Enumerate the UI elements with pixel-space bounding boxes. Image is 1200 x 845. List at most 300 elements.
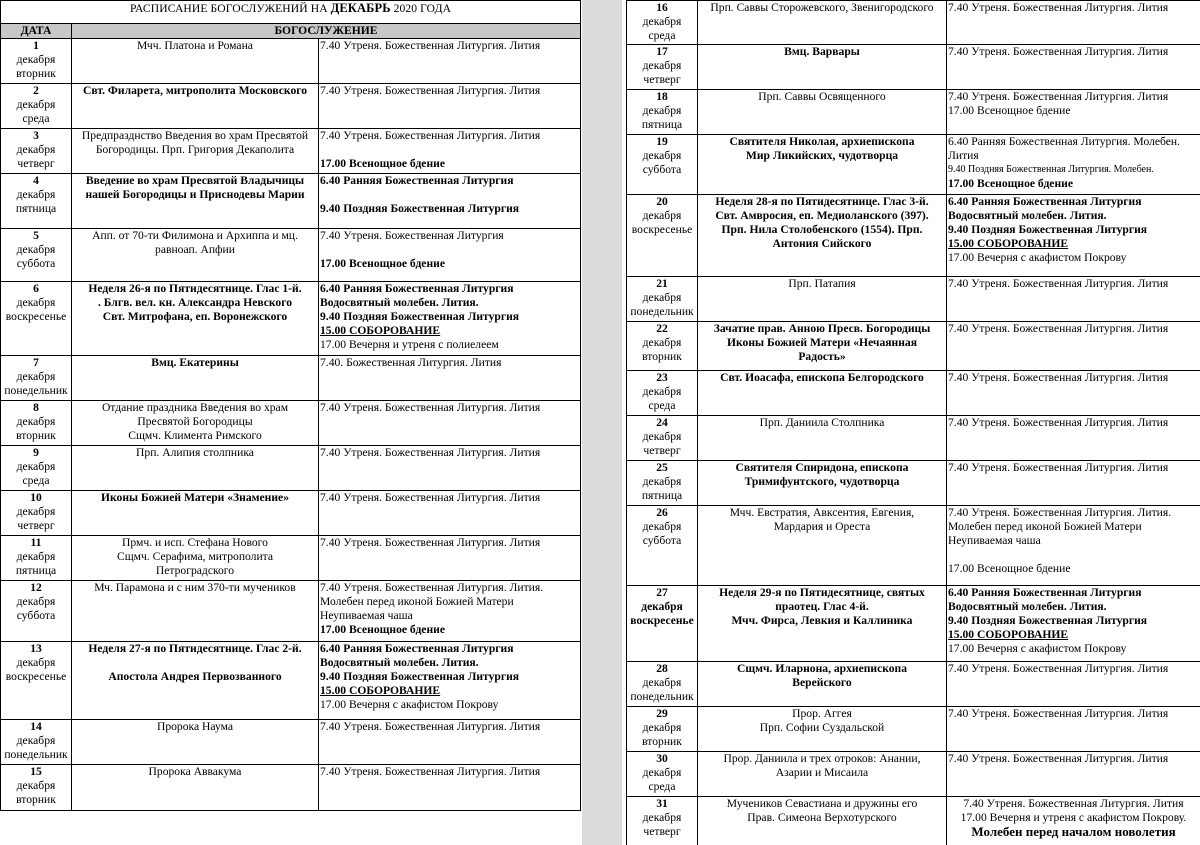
date-day: 22: [656, 322, 668, 335]
date-cell: [627, 752, 698, 797]
date-cell: [1, 282, 72, 356]
commemoration-line: [73, 656, 317, 670]
service-line: 9.40 Поздняя Божественная Литургия. Молебен.: [948, 164, 1154, 175]
date-cell: [1, 174, 72, 229]
schedule-row: [1, 356, 581, 401]
services-cell: [947, 45, 1200, 90]
commemoration-line: Прор. Аггея: [792, 707, 852, 720]
service-line: [320, 188, 579, 202]
date-cell: [1, 581, 72, 642]
commemoration-line: Неделя 29-я по Пятидесятнице, святых: [719, 586, 925, 599]
date-day: 24: [656, 416, 668, 429]
commemoration-cell: [698, 45, 947, 90]
services-cell: [319, 401, 581, 446]
date-cell: [1, 446, 72, 491]
schedule-row: [627, 195, 1200, 277]
service-line: 7.40 Утреня. Божественная Литургия. Лития: [948, 322, 1169, 335]
date-month: декабря: [642, 676, 682, 689]
date-month: декабря: [642, 520, 682, 533]
date-cell: [627, 461, 698, 506]
schedule-row: [627, 371, 1200, 416]
date-month: декабря: [642, 104, 682, 117]
schedule-row: [1, 174, 581, 229]
schedule-row: [627, 461, 1200, 506]
commemoration-line: Мчч. Фирса, Левкия и Каллиника: [731, 614, 913, 627]
service-line: Молебен перед началом новолетия: [971, 824, 1176, 839]
date-month: декабря: [642, 15, 682, 28]
commemoration-line: Иконы Божией Матери «Нечаянная: [727, 336, 917, 349]
date-weekday: вторник: [16, 429, 56, 442]
service-line: 7.40 Утреня. Божественная Литургия. Лития: [320, 765, 541, 778]
document-page-right: [622, 0, 1200, 845]
services-cell: [947, 371, 1200, 416]
commemoration-line: Мучеников Севастиана и дружины его: [726, 797, 918, 810]
schedule-row: [627, 322, 1200, 371]
commemoration-line: Сщмч. Серафима, митрополита: [116, 550, 274, 563]
date-month: декабря: [642, 59, 682, 72]
service-line: 7.40 Утреня. Божественная Литургия. Лития: [320, 536, 541, 549]
service-line: 17.00 Всенощное бдение: [320, 157, 445, 170]
date-cell: [1, 356, 72, 401]
service-line: 7.40 Утреня. Божественная Литургия. Лития: [948, 277, 1169, 290]
date-weekday: понедельник: [4, 748, 68, 761]
date-month: декабря: [16, 779, 56, 792]
commemoration-cell: [72, 536, 319, 581]
commemoration-cell: [72, 229, 319, 282]
date-weekday: четверг: [643, 825, 681, 838]
date-cell: [1, 720, 72, 765]
date-weekday: вторник: [642, 350, 682, 363]
commemoration-cell: [698, 416, 947, 461]
services-cell: [319, 84, 581, 129]
date-weekday: среда: [648, 780, 676, 793]
date-cell: [1, 84, 72, 129]
commemoration-line: Мчч. Платона и Романа: [137, 39, 253, 52]
commemoration-line: Пророка Наума: [156, 720, 234, 733]
date-month: декабря: [642, 475, 682, 488]
service-line: 9.40 Поздняя Божественная Литургия: [320, 202, 520, 215]
services-cell: [947, 662, 1200, 707]
services-cell: [319, 491, 581, 536]
services-cell: [947, 752, 1200, 797]
services-cell: [319, 129, 581, 174]
services-cell: [947, 135, 1200, 195]
commemoration-cell: [698, 90, 947, 135]
date-weekday: среда: [22, 112, 50, 125]
commemoration-line: Прп. Патапия: [788, 277, 856, 290]
service-line: 7.40 Утреня. Божественная Литургия. Лития.: [948, 506, 1172, 519]
schedule-row: [1, 129, 581, 174]
document-title: РАСПИСАНИЕ БОГОСЛУЖЕНИЙ НА ДЕКАБРЬ 2020 ГОДА: [1, 1, 581, 24]
date-day: 31: [656, 797, 668, 810]
date-weekday: четверг: [17, 157, 55, 170]
date-day: 19: [656, 135, 668, 148]
date-day: 15: [30, 765, 42, 778]
commemoration-line: Отдание праздника Введения во храм: [101, 401, 289, 414]
date-day: 4: [33, 174, 39, 187]
column-header-services: БОГОСЛУЖЕНИЕ: [72, 24, 581, 39]
date-cell: [1, 491, 72, 536]
commemoration-cell: [698, 1, 947, 45]
date-cell: [627, 662, 698, 707]
date-day: 23: [656, 371, 668, 384]
commemoration-line: Свт. Амвросия, еп. Медиоланского (397).: [715, 209, 929, 222]
service-line: 7.40 Утреня. Божественная Литургия. Лития: [948, 662, 1169, 675]
date-day: 1: [33, 39, 39, 52]
schedule-row: [1, 39, 581, 84]
title-month: ДЕКАБРЬ: [330, 1, 391, 15]
commemoration-cell: [698, 506, 947, 586]
service-line: 7.40 Утреня. Божественная Литургия. Лития: [948, 752, 1169, 765]
date-cell: [1, 401, 72, 446]
commemoration-cell: [698, 586, 947, 662]
date-day: 28: [656, 662, 668, 675]
schedule-row: [627, 662, 1200, 707]
service-line: 9.40 Поздняя Божественная Литургия: [948, 223, 1148, 236]
schedule-row: [627, 45, 1200, 90]
services-cell: [947, 195, 1200, 277]
commemoration-cell: [698, 322, 947, 371]
date-weekday: среда: [22, 474, 50, 487]
service-line: 7.40 Утреня. Божественная Литургия. Лития: [948, 1, 1169, 14]
date-cell: [1, 642, 72, 720]
date-cell: [1, 229, 72, 282]
service-line: 7.40 Утреня. Божественная Литургия: [320, 229, 504, 242]
commemoration-line: Святителя Спиридона, епископа: [735, 461, 909, 474]
date-weekday: пятница: [15, 564, 57, 577]
service-line: 7.40 Утреня. Божественная Литургия. Лития.: [320, 581, 544, 594]
commemoration-line: Неделя 28-я по Пятидесятнице. Глас 3-й.: [715, 195, 929, 208]
date-day: 5: [33, 229, 39, 242]
services-cell: [947, 707, 1200, 752]
date-cell: [627, 416, 698, 461]
date-cell: [627, 586, 698, 662]
services-cell: [319, 229, 581, 282]
services-cell: [947, 90, 1200, 135]
commemoration-line: Свт. Филарета, митрополита Московского: [82, 84, 308, 97]
commemoration-line: Прп. Даниила Столпника: [759, 416, 885, 429]
services-cell: [319, 720, 581, 765]
service-line: 6.40 Ранняя Божественная Литургия: [320, 282, 514, 295]
date-weekday: понедельник: [4, 384, 68, 397]
commemoration-line: Вмц. Екатерины: [151, 356, 239, 369]
date-month: декабря: [16, 296, 56, 309]
services-cell: [319, 536, 581, 581]
service-line: 9.40 Поздняя Божественная Литургия: [320, 310, 520, 323]
date-month: декабря: [16, 550, 56, 563]
service-line: Водосвятный молебен. Лития.: [320, 656, 479, 669]
commemoration-line: Сщмч. Иларнона, архиепископа: [736, 662, 908, 675]
date-month: декабря: [642, 291, 682, 304]
date-day: 10: [30, 491, 42, 504]
services-cell: [319, 356, 581, 401]
date-day: 30: [656, 752, 668, 765]
date-day: 27: [656, 587, 668, 599]
services-cell: [319, 39, 581, 84]
service-line: 7.40 Утреня. Божественная Литургия. Лития: [320, 491, 541, 504]
schedule-row: [627, 707, 1200, 752]
service-line: 6.40 Ранняя Божественная Литургия: [320, 642, 514, 655]
service-line: 7.40 Утреня. Божественная Литургия. Лития: [948, 707, 1169, 720]
commemoration-line: Святителя Николая, архиепископа: [729, 135, 915, 148]
date-day: 17: [656, 45, 668, 58]
service-line: 7.40 Утреня. Божественная Литургия. Лития: [320, 401, 541, 414]
commemoration-line: Сщмч. Климента Римского: [128, 429, 262, 442]
schedule-row: [1, 536, 581, 581]
date-weekday: воскресенье: [631, 223, 693, 236]
service-line: 15.00 СОБОРОВАНИЕ: [320, 684, 441, 697]
commemoration-line: Вмц. Варвары: [784, 45, 860, 58]
service-line: 7.40 Утреня. Божественная Литургия. Лития: [963, 797, 1184, 810]
date-weekday: суббота: [16, 609, 56, 622]
schedule-row: [627, 586, 1200, 662]
date-cell: [1, 129, 72, 174]
schedule-row: [1, 229, 581, 282]
schedule-row: [627, 416, 1200, 461]
commemoration-line: Мч. Парамона и с ним 370-ти мучеников: [94, 581, 296, 594]
date-cell: [627, 371, 698, 416]
commemoration-line: Петроградского: [155, 564, 235, 577]
service-line: Неупиваемая чаша: [320, 609, 413, 622]
date-cell: [627, 322, 698, 371]
commemoration-line: Богородицы. Прп. Григория Декаполита: [95, 143, 295, 156]
service-line: 17.00 Вечерня с акафистом Покрову: [948, 642, 1127, 655]
schedule-row: [627, 277, 1200, 322]
service-line: 17.00 Всенощное бдение: [320, 623, 445, 636]
date-weekday: среда: [648, 399, 676, 412]
service-line: 7.40. Божественная Литургия. Лития: [320, 356, 502, 369]
services-cell: [947, 1, 1200, 45]
date-day: 6: [33, 282, 39, 295]
commemoration-cell: [698, 707, 947, 752]
schedule-row: [1, 491, 581, 536]
commemoration-line: Прп. Нила Столобенского (1554). Прп.: [721, 223, 923, 236]
date-day: 9: [33, 446, 39, 459]
schedule-row: [1, 282, 581, 356]
date-weekday: пятница: [15, 202, 57, 215]
service-line: Водосвятный молебен. Лития.: [320, 296, 479, 309]
commemoration-line: Верейского: [792, 676, 852, 689]
service-line: 17.00 Всенощное бдение: [320, 257, 445, 270]
service-line: 7.40 Утреня. Божественная Литургия. Лития: [948, 45, 1169, 58]
date-month: декабря: [642, 209, 682, 222]
commemoration-cell: [72, 282, 319, 356]
service-line: 6.40 Ранняя Божественная Литургия. Молебен.: [948, 135, 1181, 148]
commemoration-line: Мчч. Евстратия, Авксентия, Евгения,: [729, 506, 915, 519]
date-cell: [627, 45, 698, 90]
date-day: 18: [656, 90, 668, 103]
date-day: 14: [30, 720, 42, 733]
schedule-row: [627, 797, 1200, 845]
date-weekday: пятница: [641, 489, 683, 502]
date-cell: [627, 90, 698, 135]
date-month: декабря: [16, 415, 56, 428]
service-line: 17.00 Вечерня с акафистом Покрову: [320, 698, 499, 711]
commemoration-line: Прп. Софии Суздальской: [759, 721, 885, 734]
date-weekday: понедельник: [630, 305, 694, 318]
service-line: 9.40 Поздняя Божественная Литургия: [948, 614, 1148, 627]
services-cell: [319, 282, 581, 356]
date-month: декабря: [642, 721, 682, 734]
date-month: декабря: [16, 505, 56, 518]
date-weekday: среда: [648, 29, 676, 42]
date-month: декабря: [16, 143, 56, 156]
date-weekday: четверг: [643, 73, 681, 86]
commemoration-cell: [72, 39, 319, 84]
commemoration-cell: [698, 662, 947, 707]
date-weekday: понедельник: [630, 690, 694, 703]
date-weekday: вторник: [642, 735, 682, 748]
commemoration-line: Мардария и Ореста: [773, 520, 871, 533]
column-header-date: ДАТА: [1, 24, 72, 39]
services-cell: [319, 446, 581, 491]
date-weekday: воскресенье: [5, 670, 67, 683]
date-month: декабря: [642, 149, 682, 162]
commemoration-cell: [698, 277, 947, 322]
service-line: 7.40 Утреня. Божественная Литургия. Лития: [948, 416, 1169, 429]
commemoration-cell: [72, 446, 319, 491]
date-cell: [627, 797, 698, 845]
commemoration-line: Прп. Саввы Сторожевского, Звенигородского: [710, 1, 934, 14]
date-weekday: вторник: [16, 67, 56, 80]
commemoration-line: Предпразднство Введения во храм Пресвятой: [81, 129, 309, 142]
date-day: 12: [30, 581, 42, 594]
schedule-row: [627, 1, 1200, 45]
commemoration-line: Неделя 27-я по Пятидесятнице. Глас 2-й.: [88, 642, 302, 655]
date-day: 21: [656, 277, 668, 290]
schedule-table-left: [0, 0, 581, 811]
schedule-row: [1, 581, 581, 642]
service-line: 17.00 Вечерня и утреня с акафистом Покрову.: [960, 811, 1187, 824]
service-line: Неупиваемая чаша: [948, 534, 1041, 547]
commemoration-line: Введение во храм Пресвятой Владычицы: [85, 174, 305, 187]
schedule-row: [627, 752, 1200, 797]
date-month: декабря: [642, 766, 682, 779]
service-line: 17.00 Вечерня и утреня с полиелеем: [320, 338, 499, 351]
service-line: 7.40 Утреня. Божественная Литургия. Лития: [320, 129, 541, 142]
date-weekday: четверг: [643, 444, 681, 457]
commemoration-line: Пророка Аввакума: [148, 765, 242, 778]
schedule-row: [627, 506, 1200, 586]
schedule-row: [1, 765, 581, 811]
commemoration-cell: [698, 752, 947, 797]
date-day: 7: [33, 356, 39, 369]
date-month: декабря: [16, 595, 56, 608]
service-line: 6.40 Ранняя Божественная Литургия: [320, 174, 514, 187]
service-line: 7.40 Утреня. Божественная Литургия. Лития: [320, 39, 541, 52]
services-cell: [947, 506, 1200, 586]
services-cell: [947, 277, 1200, 322]
date-cell: [627, 1, 698, 45]
commemoration-cell: [72, 642, 319, 720]
date-month: декабря: [16, 98, 56, 111]
date-cell: [1, 765, 72, 811]
services-cell: [947, 797, 1200, 845]
date-weekday: суббота: [642, 163, 682, 176]
date-month: декабря: [16, 370, 56, 383]
date-day: 16: [656, 1, 668, 14]
date-month: декабря: [16, 53, 56, 66]
date-month: декабря: [16, 243, 56, 256]
commemoration-line: нашей Богородицы и Приснодевы Марии: [85, 188, 305, 201]
services-cell: [947, 586, 1200, 662]
commemoration-line: Прмч. и исп. Стефана Нового: [122, 536, 268, 549]
service-line: 17.00 Всенощное бдение: [948, 562, 1071, 575]
date-cell: [627, 135, 698, 195]
service-line: Молебен перед иконой Божией Матери: [948, 520, 1142, 533]
service-line: 9.40 Поздняя Божественная Литургия: [320, 670, 520, 683]
service-line: 6.40 Ранняя Божественная Литургия: [948, 586, 1142, 599]
commemoration-line: Мир Ликийских, чудотворца: [745, 149, 899, 162]
commemoration-line: Прп. Саввы Освященного: [758, 90, 886, 103]
service-line: 17.00 Всенощное бдение: [948, 177, 1073, 190]
date-weekday: суббота: [642, 534, 682, 547]
schedule-row: [627, 135, 1200, 195]
schedule-row: [1, 401, 581, 446]
schedule-row: [627, 90, 1200, 135]
services-cell: [319, 642, 581, 720]
commemoration-cell: [72, 581, 319, 642]
services-cell: [319, 174, 581, 229]
date-day: 8: [33, 401, 39, 414]
service-line: Молебен перед иконой Божией Матери: [320, 595, 514, 608]
commemoration-line: Свт. Митрофана, еп. Воронежского: [102, 310, 288, 323]
commemoration-cell: [698, 135, 947, 195]
service-line: [948, 548, 1199, 562]
commemoration-line: Зачатие прав. Анною Пресв. Богородицы: [713, 322, 931, 335]
commemoration-cell: [698, 371, 947, 416]
commemoration-line: Прав. Симеона Верхотурского: [747, 811, 897, 824]
service-line: 7.40 Утреня. Божественная Литургия. Лития: [320, 84, 541, 97]
commemoration-line: Радость»: [798, 350, 846, 363]
commemoration-line: Пресвятой Богородицы: [137, 415, 253, 428]
commemoration-line: праотец. Глас 4-й.: [775, 600, 869, 613]
date-cell: [1, 39, 72, 84]
service-line: 7.40 Утреня. Божественная Литургия. Лития: [320, 446, 541, 459]
date-weekday: воскресенье: [630, 615, 694, 627]
date-cell: [1, 536, 72, 581]
date-month: декабря: [642, 430, 682, 443]
date-cell: [627, 707, 698, 752]
date-day: 29: [656, 707, 668, 720]
date-month: декабря: [16, 656, 56, 669]
service-line: 7.40 Утреня. Божественная Литургия. Лития: [320, 720, 541, 733]
service-line: Водосвятный молебен. Лития.: [948, 600, 1107, 613]
date-weekday: суббота: [16, 257, 56, 270]
date-weekday: воскресенье: [5, 310, 67, 323]
service-line: 17.00 Всенощное бдение: [948, 104, 1071, 117]
date-day: 26: [656, 506, 668, 519]
commemoration-line: Свт. Иоасафа, епископа Белгородского: [720, 371, 924, 384]
date-cell: [627, 506, 698, 586]
commemoration-cell: [72, 401, 319, 446]
date-day: 2: [33, 84, 39, 97]
schedule-row: [1, 720, 581, 765]
services-cell: [947, 322, 1200, 371]
date-month: декабря: [642, 385, 682, 398]
commemoration-cell: [698, 461, 947, 506]
services-cell: [319, 581, 581, 642]
commemoration-cell: [72, 491, 319, 536]
commemoration-cell: [72, 129, 319, 174]
commemoration-line: Азарии и Мисаила: [775, 766, 869, 779]
services-cell: [947, 461, 1200, 506]
commemoration-line: Прор. Даниила и трех отроков: Анании,: [723, 752, 921, 765]
commemoration-cell: [72, 174, 319, 229]
commemoration-line: Апп. от 70-ти Филимона и Архиппа и мц.: [92, 229, 298, 242]
commemoration-cell: [72, 84, 319, 129]
service-line: 15.00 СОБОРОВАНИЕ: [948, 237, 1069, 250]
